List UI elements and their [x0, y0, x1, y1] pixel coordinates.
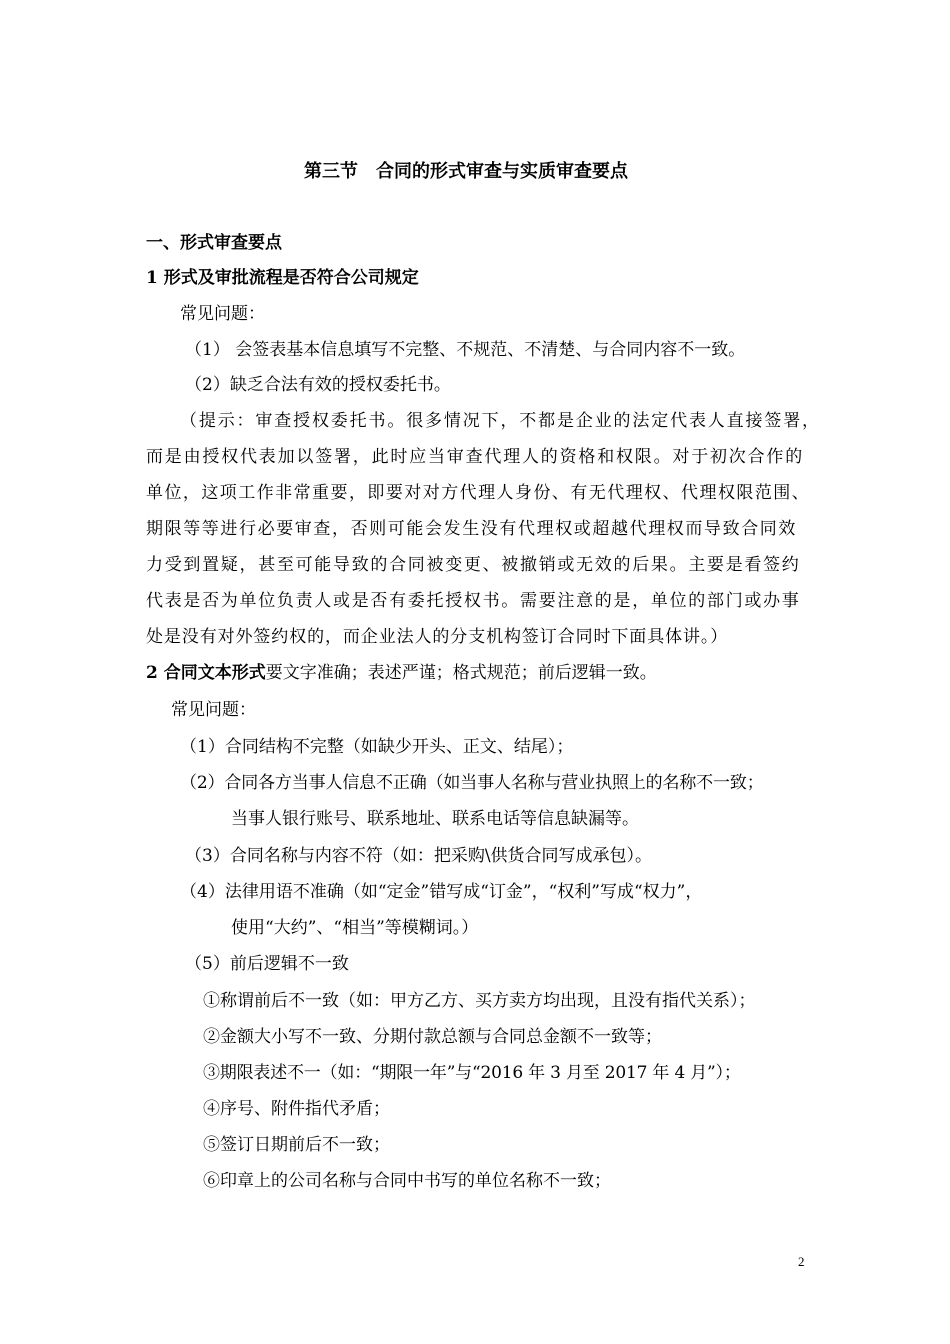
problem-item-2-4: （4）法律用语不准确（如“定金”错写成“订金”，“权利”写成“权力”， — [180, 882, 703, 902]
problem-item-2-5: （5）前后逻辑不一致 — [185, 954, 349, 974]
tip-line: 处是没有对外签约权的，而企业法人的分支机构签订合同时下面具体讲。） — [146, 627, 729, 647]
problem-item-2-2: （2）合同各方当事人信息不正确（如当事人名称与营业执照上的名称不一致； — [180, 773, 764, 793]
problem-item-2-2-cont: 当事人银行账号、联系地址、联系电话等信息缺漏等。 — [231, 809, 639, 829]
problem-item-1-1: （1） 会签表基本信息填写不完整、不规范、不清楚、与合同内容不一致。 — [185, 340, 746, 360]
logic-sub-item: ②金额大小写不一致、分期付款总额与合同总金额不一致等； — [203, 1027, 662, 1047]
subheading-2-text: 要文字准确；表述严谨；格式规范；前后逻辑一致。 — [265, 663, 657, 683]
problem-item-1-2: （2）缺乏合法有效的授权委托书。 — [185, 375, 451, 395]
subheading-2 — [146, 662, 657, 684]
tip-line: 期限等等进行必要审查，否则可能会发生没有代理权或超越代理权而导致合同效 — [146, 519, 797, 539]
logic-sub-item: ③期限表述不一（如：“期限一年”与“2016 年 3 月至 2017 年 4 月”）； — [203, 1063, 741, 1083]
logic-sub-item: ④序号、附件指代矛盾； — [203, 1099, 390, 1119]
problem-item-2-1: （1）合同结构不完整（如缺少开头、正文、结尾）； — [180, 737, 574, 757]
heading-formal-review: 一、形式审查要点 — [146, 233, 282, 253]
problem-item-2-4-cont: 使用“大约”、“相当”等模糊词。） — [231, 918, 479, 938]
section-title: 第三节 合同的形式审查与实质审查要点 — [304, 161, 628, 182]
tip-line: 单位，这项工作非常重要，即要对对方代理人身份、有无代理权、代理权限范围、 — [146, 483, 811, 503]
tip-line: 代表是否为单位负责人或是否有委托授权书。需要注意的是，单位的部门或办事 — [146, 591, 801, 611]
logic-sub-item: ⑤签订日期前后不一致； — [203, 1135, 390, 1155]
subheading-1: 1 形式及审批流程是否符合公司规定 — [146, 268, 419, 288]
tip-line: 而是由授权代表加以签署，此时应当审查代理人的资格和权限。对于初次合作的 — [146, 447, 804, 467]
common-problems-label-1: 常见问题： — [180, 304, 265, 324]
logic-sub-item: ⑥印章上的公司名称与合同中书写的单位名称不一致； — [203, 1171, 611, 1191]
page-number: 2 — [798, 1254, 805, 1269]
tip-line: 力受到置疑，甚至可能导致的合同被变更、被撤销或无效的后果。主要是看签约 — [146, 555, 801, 575]
problem-item-2-3: （3）合同名称与内容不符（如：把采购\供货合同写成承包）。 — [185, 846, 653, 866]
subheading-2-bold: 2 合同文本形式 — [146, 663, 266, 683]
tip-line: （提示：审查授权委托书。很多情况下，不都是企业的法定代表人直接签署， — [180, 411, 821, 431]
logic-sub-item: ①称谓前后不一致（如：甲方乙方、买方卖方均出现，且没有指代关系）； — [203, 991, 756, 1011]
common-problems-label-2: 常见问题： — [171, 700, 256, 720]
